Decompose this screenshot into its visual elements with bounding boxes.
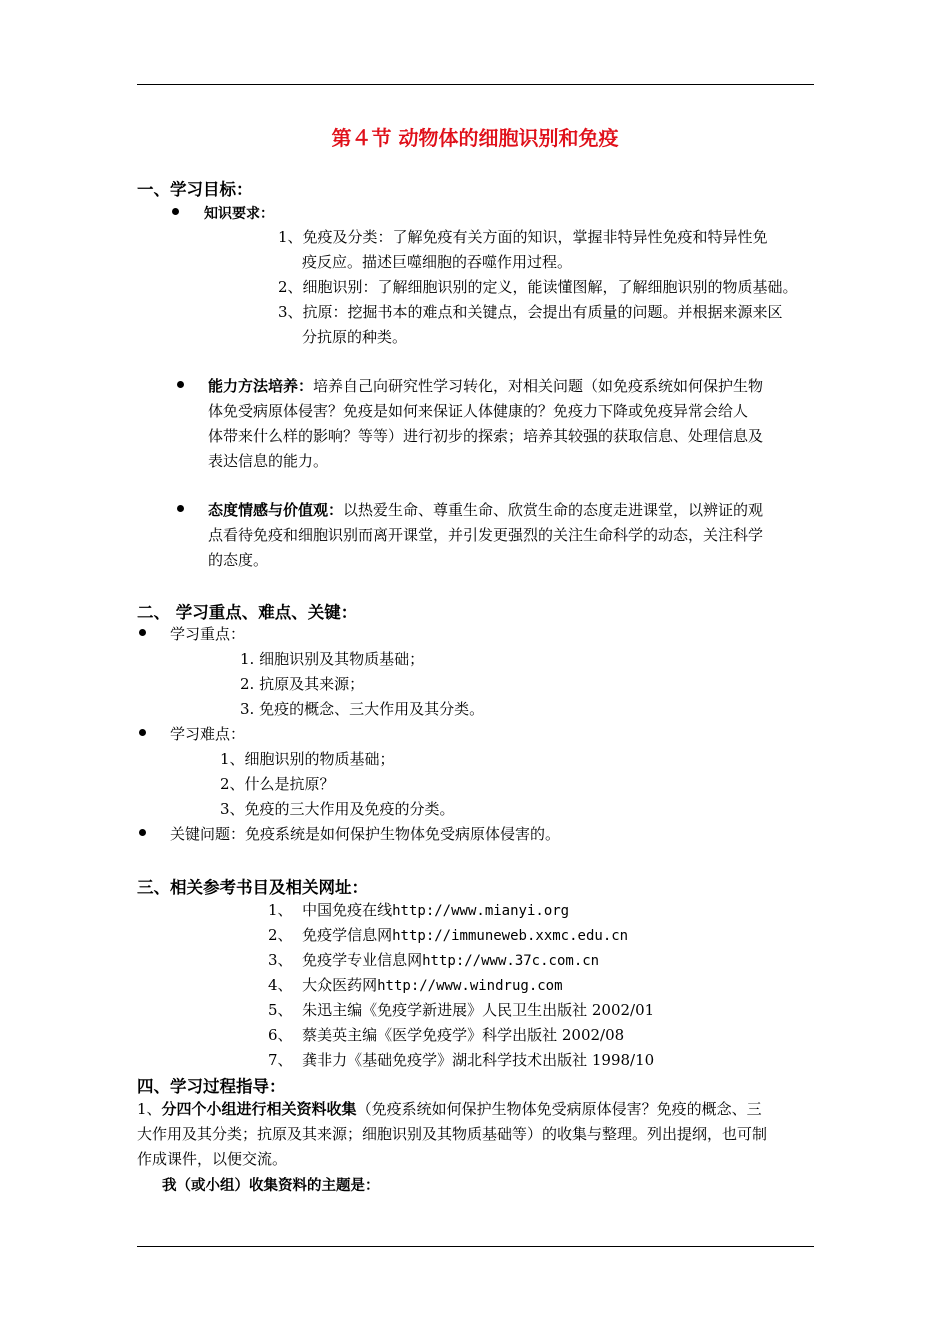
ability-line-1: 能力方法培养：培养自己向研究性学习转化，对相关问题（如免疫系统如何保护生物: [208, 377, 764, 395]
focus-item: 2. 抗原及其来源；: [240, 675, 365, 693]
bullet-icon: [172, 208, 179, 215]
bullet-icon: [139, 629, 146, 636]
attitude-line-2: 点看待免疫和细胞识别而离开课堂，并引发更强烈的关注生命科学的动态，关注科学: [208, 526, 764, 544]
bullet-icon: [139, 829, 146, 836]
knowledge-item-1-line-1: 1、免疫及分类：了解免疫有关方面的知识，掌握非特异性免疫和特异性免: [278, 228, 768, 246]
bullet-icon: [177, 505, 184, 512]
section-4-heading: 四、学习过程指导：: [137, 1077, 286, 1096]
reference-item: 2、 免疫学信息网http://immuneweb.xxmc.edu.cn: [268, 926, 629, 944]
knowledge-label: 知识要求：: [204, 206, 274, 222]
attitude-label: 态度情感与价值观：: [208, 501, 344, 519]
knowledge-item-2: 2、细胞识别：了解细胞识别的定义，能读懂图解，了解细胞识别的物质基础。: [278, 278, 798, 296]
reference-link[interactable]: http://immuneweb.xxmc.edu.cn: [392, 928, 629, 944]
ability-line-2: 体免受病原体侵害？免疫是如何来保证人体健康的？免疫力下降或免疫异常会给人: [208, 402, 749, 420]
ability-line-3: 体带来什么样的影响？等等）进行初步的探索；培养其较强的获取信息、处理信息及: [208, 427, 764, 445]
key-question: 关键问题：免疫系统是如何保护生物体免受病原体侵害的。: [170, 825, 561, 843]
focus-item: 1. 细胞识别及其物质基础；: [240, 650, 425, 668]
attitude-line-3: 的态度。: [208, 551, 269, 569]
section-3-heading: 三、相关参考书目及相关网址：: [137, 878, 368, 897]
focus-item: 3. 免疫的概念、三大作用及其分类。: [240, 700, 485, 718]
page-title: 第４节 动物体的细胞识别和免疫: [331, 126, 619, 150]
reference-item: 5、 朱迅主编《免疫学新进展》人民卫生出版社 2002/01: [268, 1001, 655, 1019]
header-rule: [137, 84, 814, 85]
reference-item: 7、 龚非力《基础免疫学》湖北科学技术出版社 1998/10: [268, 1051, 655, 1069]
process-bold: 分四个小组进行相关资料收集: [161, 1100, 357, 1118]
difficulty-label: 学习难点：: [170, 725, 246, 743]
reference-link[interactable]: http://www.37c.com.cn: [422, 953, 600, 969]
reference-link[interactable]: http://www.windrug.com: [377, 978, 563, 994]
reference-item: 6、 蔡美英主编《医学免疫学》科学出版社 2002/08: [268, 1026, 625, 1044]
ability-line-4: 表达信息的能力。: [208, 452, 329, 470]
attitude-line-1: 态度情感与价值观：以热爱生命、尊重生命、欣赏生命的态度走进课堂，以辨证的观: [208, 501, 764, 519]
difficulty-item: 3、免疫的三大作用及免疫的分类。: [220, 800, 455, 818]
knowledge-item-3-line-1: 3、抗原：挖掘书本的难点和关键点，会提出有质量的问题。并根据来源来区: [278, 303, 783, 321]
difficulty-item: 2、什么是抗原？: [220, 775, 335, 793]
reference-item: 3、 免疫学专业信息网http://www.37c.com.cn: [268, 951, 600, 969]
section-1-heading: 一、学习目标：: [137, 180, 253, 199]
process-line-2: 大作用及其分类；抗原及其来源；细胞识别及其物质基础等）的收集与整理。列出提纲，也可制: [137, 1125, 768, 1143]
process-line-1: 1、分四个小组进行相关资料收集（免疫系统如何保护生物体免受病原体侵害？免疫的概念、三: [137, 1100, 762, 1118]
section-2-heading: 二、 学习重点、难点、关键：: [137, 603, 358, 622]
reference-link[interactable]: http://www.mianyi.org: [392, 903, 570, 919]
focus-label: 学习重点：: [170, 625, 246, 643]
reference-item: 1、 中国免疫在线http://www.mianyi.org: [268, 901, 570, 919]
bullet-icon: [139, 729, 146, 736]
ability-label: 能力方法培养：: [208, 377, 314, 395]
process-line-3: 作成课件，以便交流。: [137, 1150, 288, 1168]
knowledge-item-1-line-2: 疫反应。描述巨噬细胞的吞噬作用过程。: [302, 253, 573, 271]
knowledge-item-3-line-2: 分抗原的种类。: [302, 328, 408, 346]
bullet-icon: [177, 381, 184, 388]
footer-rule: [137, 1246, 814, 1247]
collection-theme-label: 我（或小组）收集资料的主题是：: [162, 1177, 380, 1194]
difficulty-item: 1、细胞识别的物质基础；: [220, 750, 395, 768]
reference-item: 4、 大众医药网http://www.windrug.com: [268, 976, 563, 994]
